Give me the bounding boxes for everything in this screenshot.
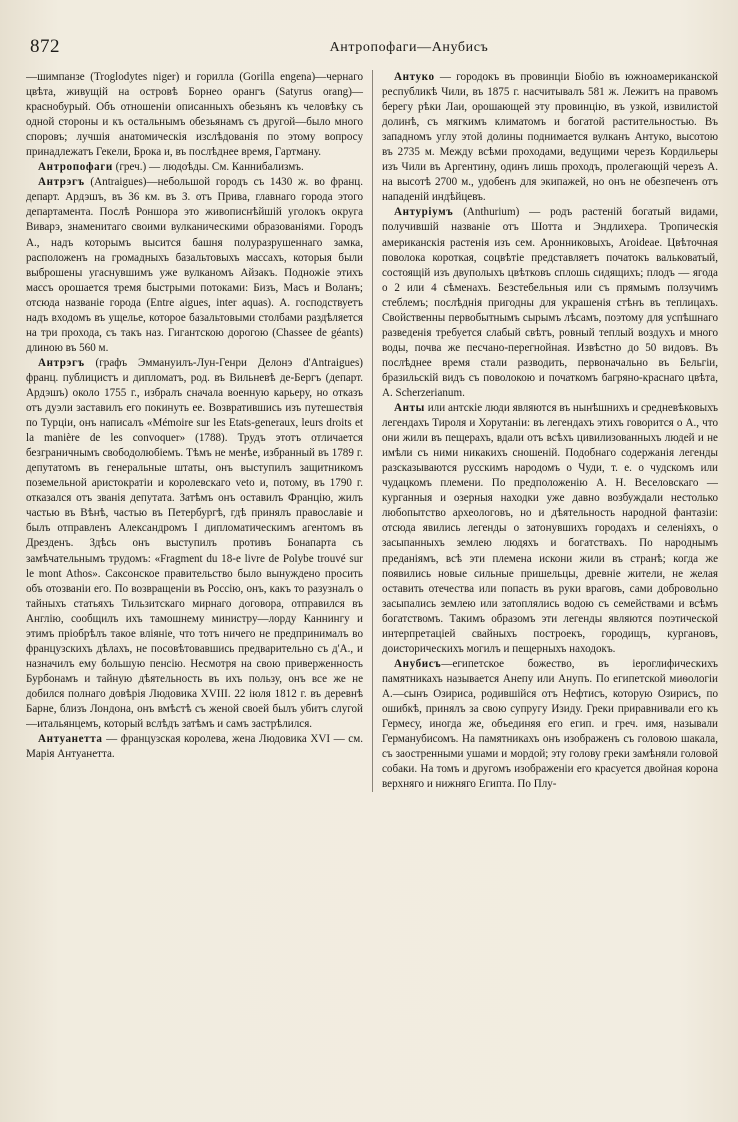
entry-text: (графъ Эммануилъ-Лун-Генри Делонэ d'Antraigues) франц. публицистъ и дипломатъ, род. въ Вильневѣ де-Бергъ (департ. Ардэшъ) около 1755 г., избралъ сначала военную карьеру, но отказъ отъ дуэли заставилъ его покинуть ее. Возвратившись изъ путешествія по Турціи, онъ написалъ «Mémoire sur les Etats-generaux, leurs droits et la manière de les convoquer» (1788). Трудъ этотъ отличается безграничнымъ свободолюбіемъ. Тѣмъ не менѣе, избранный въ 1789 г. депутатомъ въ генеральные штаты, онъ выступилъ защитникомъ поземельной аристократіи и королевскаго veto и, потому, въ 1790 г. отказался отъ званія депутата. Затѣмъ онъ оставилъ Францію, жилъ частью въ Вѣнѣ, частью въ Петербургѣ, гдѣ принялъ православіе и былъ отправленъ Александромъ I дипломатическимъ агентомъ въ Дрезденъ. Здѣсь онъ выступилъ противъ Бонапарта съ замѣчательнымъ трудомъ: «Fragment du 18-e livre de Polybe trouvé sur le mont Athos». Саксонское правительство было вынуждено просить объ отозваніи его. По возвращеніи въ Россію, онъ, какъ то разузналъ о тайныхъ статьяхъ Тильзитскаго мирнаго договора, отправился въ Англію, сообщилъ ихъ тамошнему министру—лорду Каннингу и этимъ пріобрѣлъ такое вліяніе, что тотъ ничего не предпринималъ во французскихъ дѣлахъ, не посовѣтовавшись предварительно съ д'А., и назначилъ ему большую пенсію. Несмотря на свою приверженность Бурбонамъ и тайную дѣятельность въ ихъ пользу, онъ все же не добился полнаго довѣрія Людовика XVIII. 22 іюля 1812 г. въ деревнѣ Барне, близъ Лондона, онъ вмѣстѣ съ женой своей былъ убитъ слугой—итальянцемъ, который вслѣдъ затѣмъ и самъ застрѣлился. (26, 356, 363, 731)
entry-headword: Антропофаги (38, 161, 113, 174)
entry-text: или антскіе люди являются въ нынѣшнихъ и средневѣковыхъ легендахъ Тироля и Хорутаніи: въ легендахъ этихъ говорится о А., что они жили въ пещерахъ, вдали отъ всѣхъ цивилизованныхъ людей и не имѣли съ ними никакихъ сношеній. Подобнаго содержанія легенды разсказываются русскимъ народомъ о Чуди, т. е. о чудскомъ или чудацкомъ племени. По предположенію А. Н. Веселовскаго — курганныя и озерныя находки уже давно возбуждали нестолько любопытство археологовъ, но и дѣятельность народной фантазіи: отсюда явились легенды о затонувшихъ городахъ и селеніяхъ, о засыпанныхъ землею людяхъ и богатствахъ. По народнымъ преданіямъ, всѣ эти племена искони жили въ странѣ; когда же появились новые сильные пришельцы, древніе жители, не желая оставить отечества или попасть въ руки враговъ, сами добровольно засыпались землею или затоплялись водою съ семействами и всѣмъ богатствомъ. Такимъ образомъ эти легенды являются поэтической интерпретаціей свайныхъ построекъ, городищъ, кургановъ, доисторическихъ могилъ и пещерныхъ находокъ. (382, 402, 718, 655)
entry-antuanetta (26, 732, 363, 762)
entry-headword: Антрэгъ (38, 176, 85, 189)
entry-headword: Антуріумъ (394, 206, 454, 219)
entry-antrag-town (26, 175, 363, 356)
page-header (26, 36, 722, 66)
entry-headword: Антуко (394, 71, 435, 83)
entry-text: (Anthurium) — родъ растеній богатый видами, получившій названіе отъ Шотта и Эндлихера. Тропическія американскія растенія изъ сем. Аронниковыхъ, Aroideae. Цвѣточная поволока короткая, соцвѣтіе представляетъ початокъ вальковатый, состоящій изъ двуполыхъ цвѣтковъ сплошь сидящихъ; плодъ — ягода о 2 или 4 сѣменахъ. Безстебельныя или съ прямымъ ползучимъ стеблемъ; послѣднія пригодны для украшенія стѣнъ въ теплицахъ. Свойственны первобытнымъ сырымъ лѣсамъ, поэтому для успѣшнаго разведенія требуется слабый свѣтъ, ровный теплый воздухъ и много воды, почва же песчано-перегнойная. Извѣстно до 50 видовъ. Въ послѣднее время стали разводить, первоначально въ Бельгіи, бразильскій видъ съ поволокою и початкомъ багряно-краснаго цвѣта, A. Scherzerianum. (382, 206, 718, 399)
entry-headword: Антрэгъ (38, 356, 85, 369)
entry-anturium (382, 205, 718, 401)
page-number: 872 (30, 36, 60, 57)
entry-text: —шимпанзе (Troglodytes niger) и горилла (Gorilla engena)—чернаго цвѣта, живущій на островѣ Борнео орангъ (Satyrus orang)—краснобурый. Объ отношеніи описанныхъ обезьянъ къ человѣку съ одной стороны и къ остальнымъ обезьянамъ съ другой—было много споровъ; лучшія анатомическія изслѣдованія по этому вопросу принадлежатъ Гекели, Брока и, въ послѣднее время, Гартману. (26, 71, 363, 159)
entry-headword: Анты (394, 402, 425, 415)
right-column (372, 70, 718, 792)
entry-antuko (382, 70, 718, 205)
entry-antrag-count (26, 356, 363, 732)
entry-antropofagi (26, 160, 363, 175)
entry-headword: Анубисъ (394, 657, 442, 670)
entry-text: — городокъ въ провинціи Біобіо въ южноамериканской республикѣ Чили, въ 1875 г. насчитывалъ 581 ж. Лежитъ на правомъ берегу рѣки Лаи, орошающей эту провинцію, въ узкой, извилистой долинѣ, съ мягкимъ климатомъ и богатой растительностью. Въ западномъ углу этой долины поднимается вулканъ Антуко, высотою въ 2735 м. Между всѣми проходами, ведущими черезъ Кордильеры изъ Чили въ Аргентину, одинъ лишь проходъ, пролегающій черезъ А. на высотѣ 2700 м., удобенъ для экипажей, но онъ не обезпеченъ отъ нападеній индѣйцевъ. (382, 71, 718, 204)
entry-anty (382, 401, 718, 657)
entry-anubis (382, 657, 718, 792)
left-column (26, 70, 372, 792)
entry-text: (греч.) — людоѣды. См. Каннибализмъ. (112, 161, 304, 174)
entry-text: —египетское божество, въ іероглифическихъ памятникахъ называется Анепу или Анупъ. По египетской миѳологіи А.—сынъ Озириса, родившійся отъ Нефтисъ, которую Озирисъ, по ошибкѣ, принялъ за свою супругу Изиду. Греки приравнивали его къ Гермесу, иногда же, объединяя его егип. и греч. имя, называли Германубисомъ. На памятникахъ онъ изображенъ съ головою шакала, съ заостренными ушами и мордой; эту голову греки замѣняли головой собаки. На томъ и другомъ изображеніи его красуется двойная корона верхняго и нижняго Египта. По Плу- (382, 657, 718, 791)
running-title: Антропофаги—Анубисъ (329, 40, 489, 55)
entry-troglodytes-continued (26, 70, 363, 160)
entry-text: (Antraigues)—небольшой городъ съ 1430 ж. во франц. департ. Ардэшъ, въ 36 км. въ З. отъ Привa, главнаго города этого департамента. Послѣ Роншора это живописнѣйшій уголокъ округа Виварэ, знаменитаго своими вулканическими образованіями. Городъ А., надъ которымъ высится башня полуразрушеннаго замка, расположенъ на громадныхъ базальтовыхъ массахъ, которыя были выброшены угаснувшимъ уже вулканомъ Айзакъ. Подножіе этихъ массъ орошается тремя быстрыми потоками: Бизъ, Масъ и Воланъ; отсюда названіе города (Entre aigues, inter aquas). А. господствуетъ надъ входомъ въ ущелье, которое базальтовыми столбами раздѣляется на три прохода, съ такъ наз. Гигантскою дорогою (Chassee de géants) длиною въ 560 м. (26, 176, 363, 354)
entry-text: — французская королева, жена Людовика XVI — см. Марія Антуанетта. (26, 733, 363, 761)
entry-headword: Антуанетта (38, 733, 103, 746)
text-columns (26, 70, 722, 792)
